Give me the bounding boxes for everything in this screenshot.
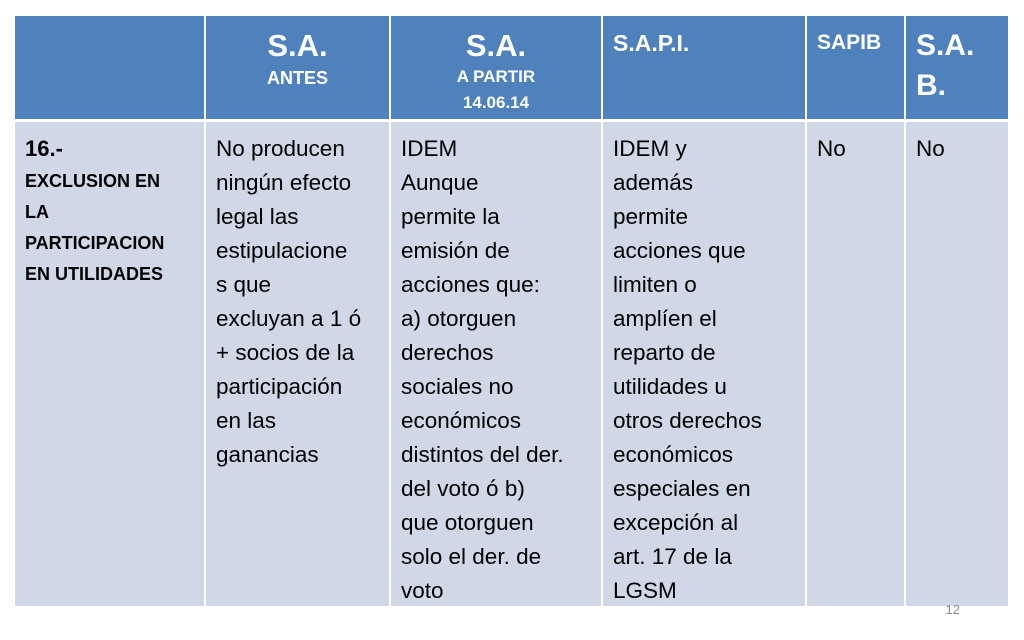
cell-sapi: IDEM y además permite acciones que limiten o amplíen el reparto de utilidades u otros derechos económicos especiales en excepción al art. 17 de la LGSM bbox=[603, 122, 807, 608]
row-label-cell bbox=[15, 122, 206, 608]
header-sapi bbox=[603, 16, 807, 122]
header-sab bbox=[906, 16, 1010, 122]
header-sa-antes-title: S.A. bbox=[267, 28, 328, 63]
header-empty-cell bbox=[15, 16, 206, 122]
header-sa-antes-sub: ANTES bbox=[266, 68, 328, 88]
row-number: 16.- bbox=[25, 136, 63, 161]
header-sab-title: S.A.B. bbox=[916, 29, 975, 102]
page-number: 12 bbox=[945, 602, 960, 617]
comparison-table bbox=[15, 16, 1010, 608]
row-label: EXCLUSION EN LA PARTICIPACION EN UTILIDADES bbox=[25, 171, 165, 284]
header-sa-partir-date: 14.06.14 bbox=[462, 93, 530, 112]
header-sa-partir bbox=[391, 16, 603, 122]
cell-sa-antes: No producen ningún efecto legal las estipulacione s que excluyan a 1 ó + socios de la participación en las ganancias bbox=[206, 122, 391, 608]
header-sa-partir-sub: A PARTIR bbox=[456, 67, 536, 86]
cell-sab: No bbox=[906, 122, 1010, 608]
header-sa-partir-title: S.A. bbox=[465, 28, 527, 63]
header-sapi-title: S.A.P.I. bbox=[613, 30, 690, 56]
header-sapib-title: SAPIB bbox=[817, 31, 882, 54]
cell-sapib: No bbox=[807, 122, 906, 608]
header-sapib bbox=[807, 16, 906, 122]
cell-sa-partir: IDEM Aunque permite la emisión de acciones que: a) otorguen derechos sociales no económicos distintos del der. del voto ó b) que otorguen solo el der. de voto bbox=[391, 122, 603, 608]
header-sa-antes bbox=[206, 16, 391, 122]
